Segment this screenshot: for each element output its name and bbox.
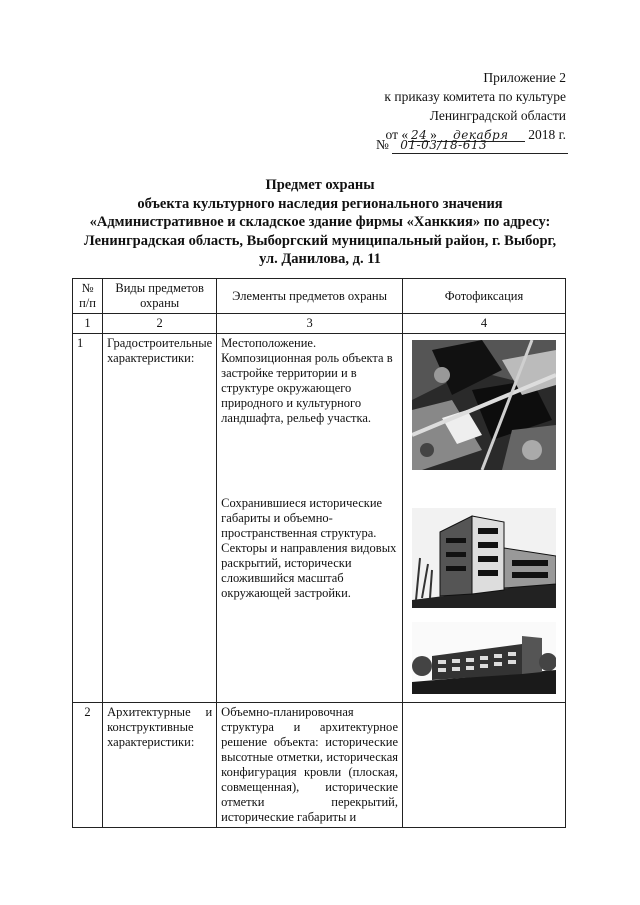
date-mid: »: [430, 127, 437, 142]
table-number-row: [73, 314, 566, 334]
date-year: 2018 г.: [528, 127, 566, 142]
order-number-field: [392, 137, 568, 154]
table-row: [73, 703, 566, 828]
header-types: Виды предметов охраны: [103, 279, 217, 314]
protection-table: [72, 278, 566, 828]
table-header-row: [73, 279, 566, 314]
appendix-line-1: Приложение 2: [483, 70, 566, 85]
order-number-row: [376, 137, 568, 154]
row-2-type: Архитектурные и конструктивные характеристики:: [103, 703, 217, 828]
title-line-2: объекта культурного наследия регионального значения: [137, 195, 503, 212]
header-photo: Фотофиксация: [403, 279, 566, 314]
row-1-elements-location: Местоположение. Композиционная роль объекта в застройке территории и в структуре окружающего природного и культурного ландшафта, рельеф участка.: [221, 336, 393, 425]
row-2-elements: Объемно-планировочная структура и архитектурное решение объекта: исторические высотные отметки, историческая конфигурация кровли (плоская, совмещенная), исторические отметки перекрытий, исторические габариты и: [217, 703, 403, 828]
date-month-handwritten: декабря: [453, 128, 509, 142]
row-1-num: 1: [73, 334, 103, 703]
table-row: [73, 334, 566, 703]
appendix-line-2: к приказу комитета по культуре: [384, 89, 566, 104]
col-number-1: 1: [73, 314, 103, 334]
appendix-block: [306, 68, 566, 144]
building-photo: [412, 508, 556, 608]
col-number-2: 2: [103, 314, 217, 334]
aerial-photo: [412, 340, 556, 470]
date-prefix: от «: [385, 127, 409, 142]
title-line-4: Ленинградская область, Выборгский муниципальный район, г. Выборг,: [83, 232, 557, 249]
header-num: № п/п: [73, 279, 103, 314]
row-1-elements-structure: Сохранившиеся исторические габариты и объемно-пространственная структура. Секторы и направления видовых раскрытий, исторически сложившийся масштаб окружающей застройки.: [221, 496, 397, 600]
title-line-5: ул. Данилова, д. 11: [259, 251, 381, 267]
title-line-3: «Административное и складское здание фирмы «Ханккия» по адресу:: [89, 214, 551, 230]
street-photo: [412, 622, 556, 694]
row-2-num: 2: [73, 703, 103, 828]
col-number-4: 4: [403, 314, 566, 334]
title-line-1: Предмет охраны: [265, 177, 375, 193]
row-1-type: Градостроительные характеристики:: [103, 334, 217, 703]
row-1-elements: [217, 334, 403, 703]
row-1-photos: [403, 334, 566, 703]
date-day-handwritten: 24: [410, 128, 428, 142]
number-prefix: №: [376, 137, 389, 152]
header-elements: Элементы предметов охраны: [217, 279, 403, 314]
col-number-3: 3: [217, 314, 403, 334]
appendix-line-3: Ленинградской области: [429, 108, 566, 123]
order-number-handwritten: 01-03/18-613: [400, 138, 488, 152]
document-title: [60, 176, 580, 269]
row-2-photos: [403, 703, 566, 828]
